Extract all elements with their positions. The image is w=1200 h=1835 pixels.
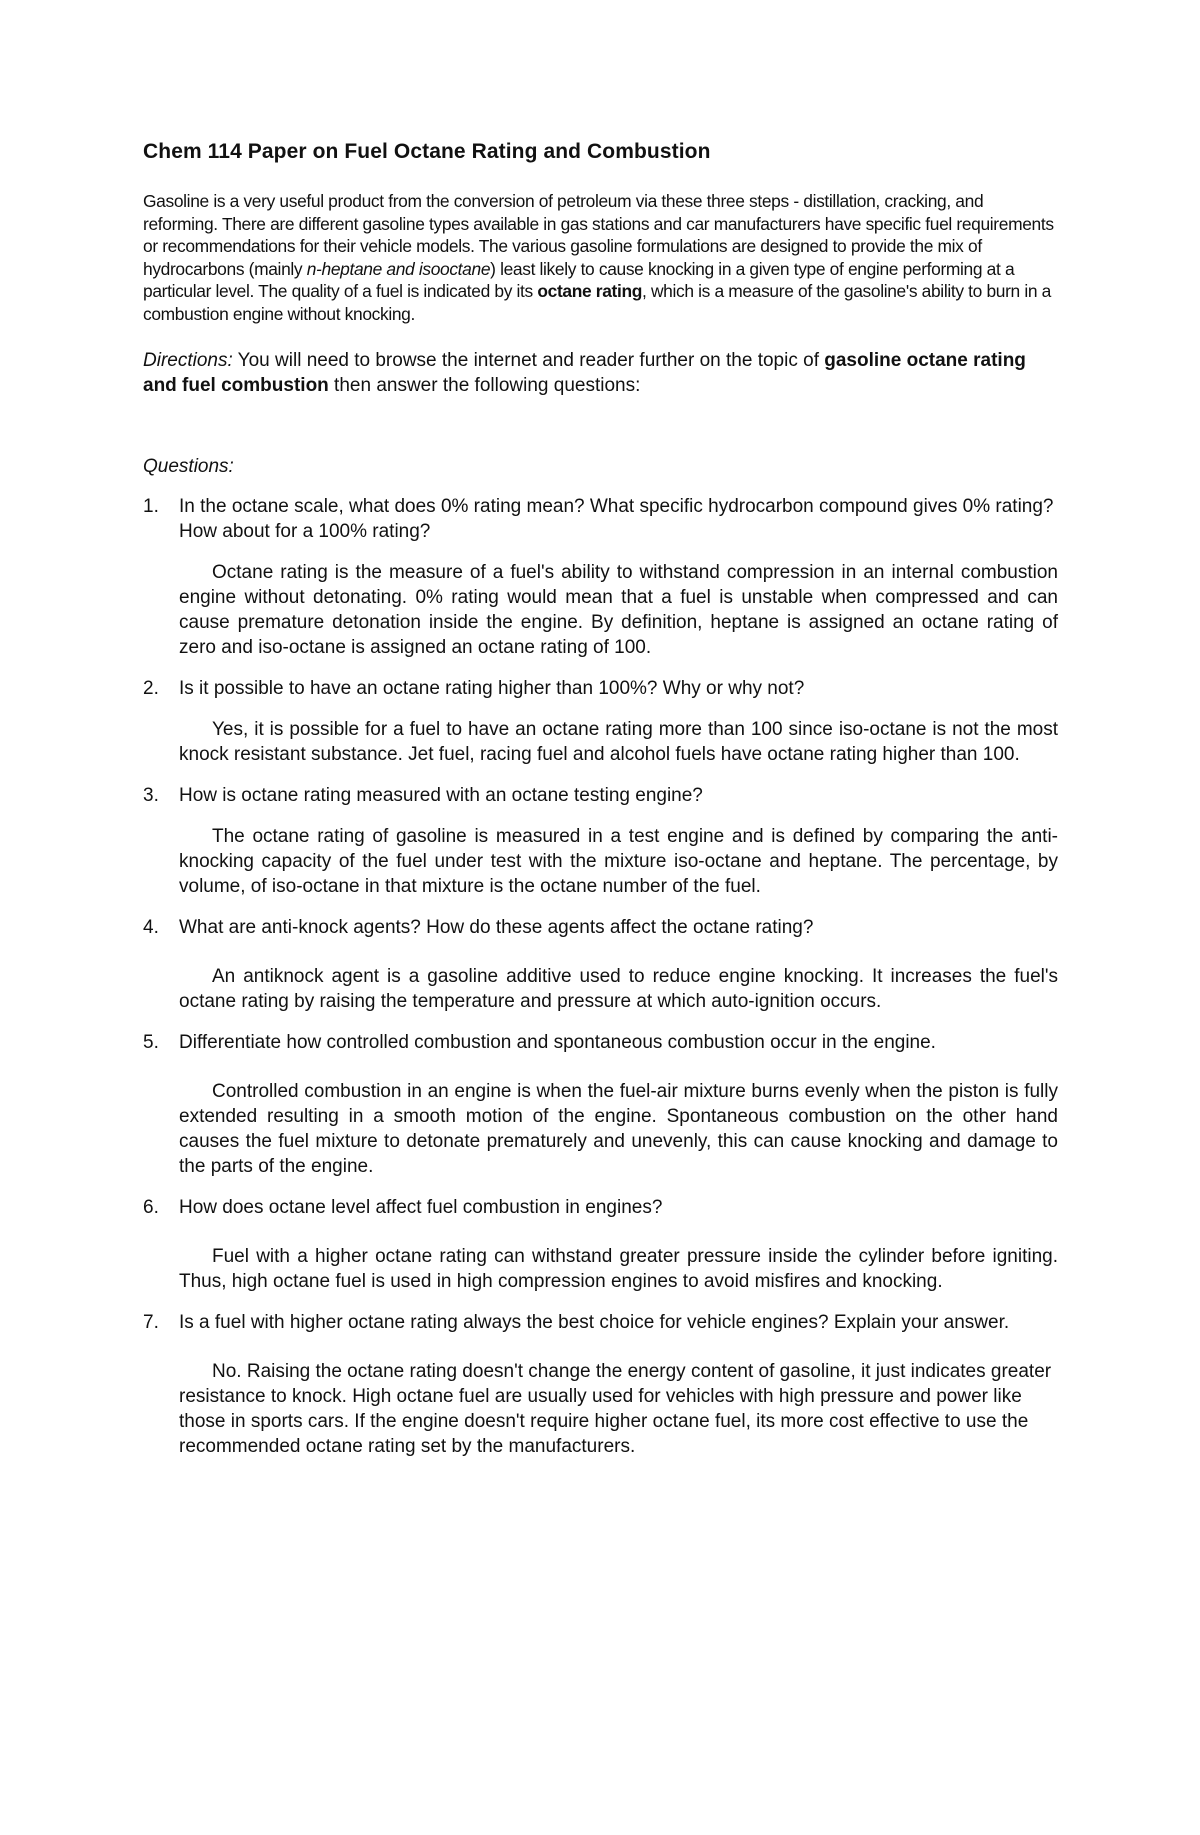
answer-text: Fuel with a higher octane rating can withstand greater pressure inside the cylinder before igniting. Thus, high octane fuel is used in high compression engines to avoid misfires and knocking. (179, 1245, 1058, 1292)
questions-list (143, 494, 1058, 1459)
intro-compounds: n-heptane and isooctane (306, 258, 491, 279)
question-text: Is it possible to have an octane rating higher than 100%? Why or why not? (179, 677, 805, 699)
question-text: What are anti-knock agents? How do these agents affect the octane rating? (179, 916, 814, 938)
answer-text: Yes, it is possible for a fuel to have an octane rating more than 100 since iso-octane is not the most knock resistant substance. Jet fuel, racing fuel and alcohol fuels have octane rating higher than 100. (179, 718, 1058, 765)
question-item-6 (143, 1195, 1058, 1294)
directions-text-1: You will need to browse the internet and reader further on the topic of (232, 349, 825, 371)
intro-text-1: Gasoline is a very useful product from the conversion of petroleum via these three steps - distillation, cracking, and reforming. There are different gasoline types available in gas stations and car manufacturers have specific fuel requirements or recommendations for their vehicle models. The various gasoline formulations are designed to provide the mix of hydrocarbons (mainly (143, 191, 1054, 279)
question-item-7 (143, 1310, 1058, 1459)
question-number: 1. (143, 495, 159, 517)
answer-text: Octane rating is the measure of a fuel's ability to withstand compression in an internal combustion engine without detonating. 0% rating would mean that a fuel is unstable when compressed and can cause premature detonation inside the engine. By definition, heptane is assigned an octane rating of zero and iso-octane is assigned an octane rating of 100. (179, 561, 1058, 658)
question-item-2 (143, 676, 1058, 767)
question-text: Differentiate how controlled combustion and spontaneous combustion occur in the engine. (179, 1031, 936, 1053)
document-title: Chem 114 Paper on Fuel Octane Rating and Combustion (143, 140, 711, 163)
intro-paragraph (143, 190, 1058, 326)
answer-text: Controlled combustion in an engine is when the fuel-air mixture burns evenly when the piston is fully extended resulting in a smooth motion of the engine. Spontaneous combustion on the other hand causes the fuel mixture to detonate prematurely and unevenly, this can cause knocking and damage to the parts of the engine. (179, 1080, 1058, 1177)
question-number: 5. (143, 1031, 159, 1053)
directions-paragraph (143, 348, 1058, 398)
questions-heading: Questions: (143, 455, 234, 477)
question-item-4 (143, 915, 1058, 1014)
intro-text-2: ) least likely to cause knocking in a given type of engine performing at a particular level. The quality of a fuel is indicated by its (143, 258, 1015, 302)
question-text: Is a fuel with higher octane rating always the best choice for vehicle engines? Explain your answer. (179, 1311, 1010, 1333)
question-item-3 (143, 783, 1058, 899)
answer-text: No. Raising the octane rating doesn't change the energy content of gasoline, it just indicates greater resistance to knock. High octane fuel are usually used for vehicles with high pressure and power like those in sports cars. If the engine doesn't require higher octane fuel, its more cost effective to use the recommended octane rating set by the manufacturers. (179, 1360, 1052, 1457)
document-page (143, 140, 1058, 1475)
question-item-1 (143, 494, 1058, 660)
question-number: 7. (143, 1311, 159, 1333)
question-number: 3. (143, 784, 159, 806)
question-text: How is octane rating measured with an octane testing engine? (179, 784, 703, 806)
question-number: 6. (143, 1196, 159, 1218)
question-number: 2. (143, 677, 159, 699)
answer-text: An antiknock agent is a gasoline additive used to reduce engine knocking. It increases the fuel's octane rating by raising the temperature and pressure at which auto-ignition occurs. (179, 965, 1058, 1012)
intro-text-3: , which is a measure of the gasoline's ability to burn in a combustion engine without knocking. (143, 281, 1051, 324)
question-item-5 (143, 1030, 1058, 1179)
answer-text: The octane rating of gasoline is measured in a test engine and is defined by comparing the anti-knocking capacity of the fuel under test with the mixture iso-octane and heptane. The percentage, by volume, of iso-octane in that mixture is the octane number of the fuel. (179, 825, 1058, 897)
question-number: 4. (143, 916, 159, 938)
directions-label: Directions: (143, 349, 233, 371)
directions-topic: gasoline octane rating and fuel combustion (143, 349, 1026, 396)
question-text: How does octane level affect fuel combustion in engines? (179, 1196, 663, 1218)
intro-octane-term: octane rating (537, 281, 642, 302)
directions-text-2: then answer the following questions: (328, 374, 641, 396)
question-text: In the octane scale, what does 0% rating mean? What specific hydrocarbon compound gives 0% rating? How about for a 100% rating? (179, 495, 1054, 542)
